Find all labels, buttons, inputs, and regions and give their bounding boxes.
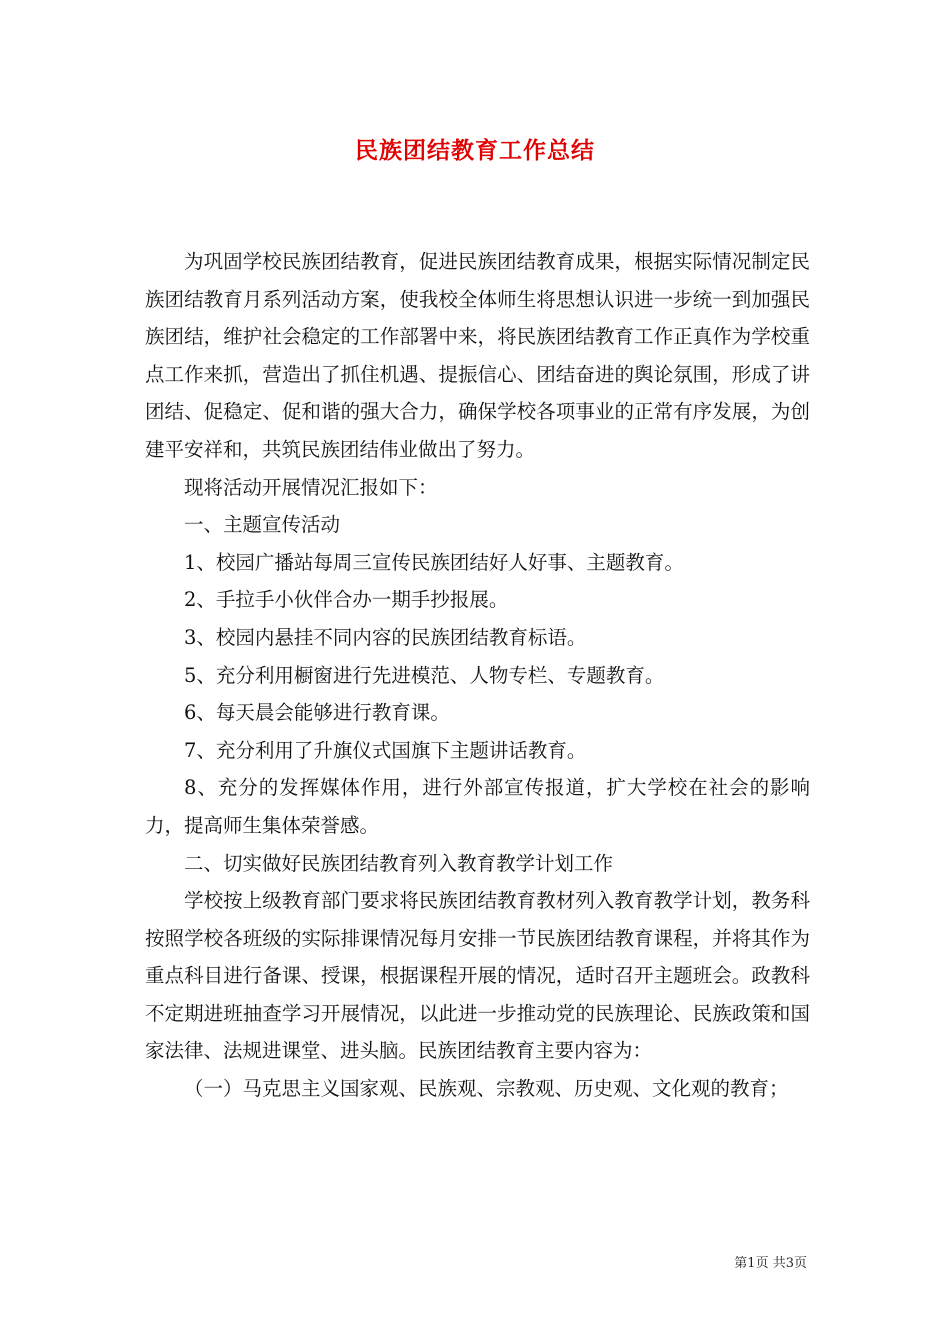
- list-item: 3、校园内悬挂不同内容的民族团结教育标语。: [184, 625, 587, 649]
- section-heading: 一、主题宣传活动: [184, 513, 341, 537]
- section-heading: 二、切实做好民族团结教育列入教育教学计划工作: [184, 851, 614, 875]
- page-label-suffix: 页: [793, 1256, 807, 1271]
- page-current: 1: [747, 1256, 756, 1271]
- list-item: 8、充分的发挥媒体作用，进行外部宣传报道，扩大学校在社会的影响力，提高师生集体荣誉感。: [145, 776, 810, 837]
- paragraph: 为巩固学校民族团结教育，促进民族团结教育成果，根据实际情况制定民族团结教育月系列活动方案，使我校全体师生将思想认识进一步统一到加强民族团结，维护社会稳定的工作部署中来，将民族团结教育工作正真作为学校重点工作来抓，营造出了抓住机遇、提振信心、团结奋进的舆论氛围，形成了讲团结、促稳定、促和谐的强大合力，确保学校各项事业的正常有序发展，为创建平安祥和，共筑民族团结伟业做出了努力。: [145, 250, 810, 461]
- list-item: 2、手拉手小伙伴合办一期手抄报展。: [184, 588, 509, 612]
- paragraph: （一）马克思主义国家观、民族观、宗教观、历史观、文化观的教育；: [184, 1077, 789, 1101]
- list-item: 1、校园广播站每周三宣传民族团结好人好事、主题教育。: [184, 550, 684, 574]
- paragraph: 现将活动开展情况汇报如下：: [184, 475, 438, 499]
- list-item: 7、充分利用了升旗仪式国旗下主题讲话教育。: [184, 738, 587, 762]
- document-title: 民族团结教育工作总结: [355, 137, 595, 164]
- paragraph: 学校按上级教育部门要求将民族团结教育教材列入教育教学计划，教务科按照学校各班级的实际排课情况每月安排一节民族团结教育课程，并将其作为重点科目进行备课、授课，根据课程开展的情况，适时召开主题班会。政教科不定期进班抽查学习开展情况，以此进一步推动党的民族理论、民族政策和国家法律、法规进课堂、进头脑。民族团结教育主要内容为：: [145, 889, 810, 1063]
- list-item: 5、充分利用橱窗进行先进模范、人物专栏、专题教育。: [184, 663, 665, 687]
- page-total: 3: [785, 1256, 794, 1271]
- page-number-footer: [734, 1252, 807, 1271]
- list-item: 6、每天晨会能够进行教育课。: [184, 701, 450, 725]
- page-label-middle: 页 共: [755, 1256, 786, 1271]
- document-body: [145, 243, 810, 1108]
- page-label-prefix: 第: [734, 1256, 748, 1271]
